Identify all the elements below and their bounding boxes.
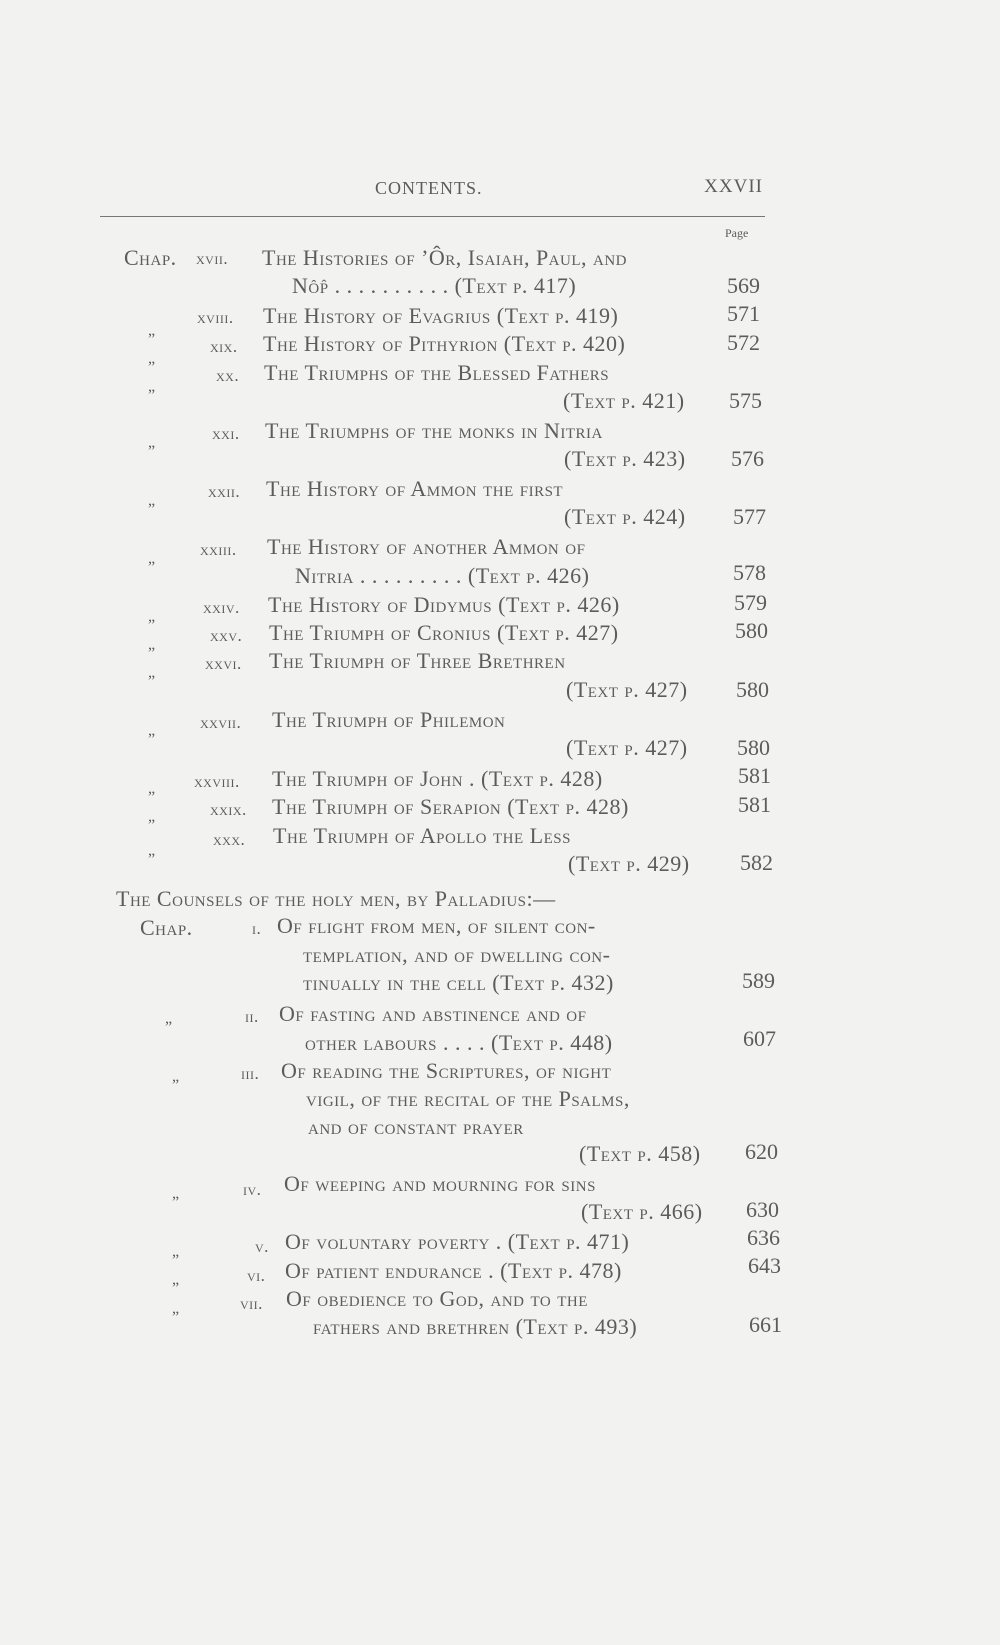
- chap-label: Chap.: [124, 245, 177, 270]
- ditto-mark: „: [148, 378, 156, 395]
- entry-title: Of fasting and abstinence and of: [279, 1001, 587, 1026]
- ditto-mark: „: [148, 664, 156, 681]
- entry-title: The History of Evagrius (Text p. 419): [263, 303, 619, 328]
- entry-page: 620: [745, 1139, 778, 1164]
- entry-number: iv.: [243, 1180, 262, 1199]
- entry-number: vi.: [247, 1266, 266, 1285]
- entry-page: 607: [743, 1026, 776, 1051]
- entry-page: 630: [746, 1197, 779, 1222]
- entry-page: 589: [742, 968, 775, 993]
- entry-title: The Triumphs of the Blessed Fathers: [264, 360, 610, 385]
- ditto-mark: „: [148, 350, 156, 367]
- entry-title-cont: (Text p. 458): [579, 1141, 701, 1166]
- entry-page: 578: [733, 560, 766, 585]
- entry-number: v.: [255, 1237, 269, 1256]
- entry-title-cont: fathers and brethren (Text p. 493): [313, 1314, 638, 1339]
- entry-title: Of reading the Scriptures, of night: [281, 1058, 612, 1083]
- entry-number: vii.: [240, 1294, 263, 1313]
- ditto-mark: „: [165, 1010, 173, 1027]
- ditto-mark: „: [148, 322, 156, 339]
- entry-title: The Triumph of Apollo the Less: [273, 823, 571, 848]
- entry-number: xxvii.: [200, 713, 242, 732]
- running-title: CONTENTS.: [375, 178, 483, 198]
- ditto-mark: „: [148, 808, 156, 825]
- ditto-mark: „: [172, 1068, 180, 1085]
- ditto-mark: „: [172, 1185, 180, 1202]
- entry-number: xxiv.: [203, 598, 240, 617]
- entry-title: The Triumph of Serapion (Text p. 428): [272, 794, 629, 819]
- entry-title: Of weeping and mourning for sins: [284, 1171, 596, 1196]
- entry-page: 577: [733, 504, 766, 529]
- entry-number: xxi.: [212, 424, 240, 443]
- entry-title-cont: (Text p. 427): [566, 677, 688, 702]
- entry-number: xxix.: [210, 800, 247, 819]
- entry-page: 569: [727, 273, 760, 298]
- entry-page: 571: [727, 301, 760, 326]
- entry-page: 580: [736, 677, 769, 702]
- page-column-label: Page: [725, 226, 749, 240]
- ditto-mark: „: [148, 780, 156, 797]
- entry-title-cont: (Text p. 424): [564, 504, 686, 529]
- entry-title: The History of Didymus (Text p. 426): [268, 592, 620, 617]
- entry-page: 581: [738, 792, 771, 817]
- entry-title: Of voluntary poverty . (Text p. 471): [285, 1229, 630, 1254]
- entry-title-cont: and of constant prayer: [308, 1114, 524, 1139]
- entry-title: The History of Ammon the first: [266, 476, 564, 501]
- chap-label: Chap.: [140, 915, 193, 940]
- entry-title-cont: other labours . . . . (Text p. 448): [305, 1030, 613, 1055]
- entry-page: 579: [734, 590, 767, 615]
- entry-number: xxviii.: [194, 772, 240, 791]
- entry-title: The Triumph of Philemon: [272, 707, 506, 732]
- entry-number: xix.: [210, 337, 238, 356]
- entry-title: The Triumph of Cronius (Text p. 427): [269, 620, 619, 645]
- entry-page: 575: [729, 388, 762, 413]
- ditto-mark: „: [148, 722, 156, 739]
- entry-title: The Histories of ’Ôr, Isaiah, Paul, and: [262, 245, 628, 270]
- ditto-mark: „: [148, 608, 156, 625]
- entry-title: The Triumph of Three Brethren: [269, 648, 566, 673]
- section-heading: The Counsels of the holy men, by Palladius:—: [116, 886, 556, 911]
- ditto-mark: „: [172, 1271, 180, 1288]
- entry-number: xxx.: [213, 830, 246, 849]
- entry-page: 661: [749, 1312, 782, 1337]
- entry-page: 580: [737, 735, 770, 760]
- entry-number: xxv.: [210, 626, 243, 645]
- entry-title-cont: (Text p. 427): [566, 735, 688, 760]
- header-rule: [100, 216, 765, 217]
- ditto-mark: „: [148, 842, 156, 859]
- entry-title-cont: vigil, of the recital of the Psalms,: [306, 1086, 630, 1111]
- entry-title: The Triumph of John . (Text p. 428): [272, 766, 603, 791]
- entry-page: 582: [740, 850, 773, 875]
- page-number: XXVII: [704, 176, 763, 197]
- entry-title-cont: (Text p. 466): [581, 1199, 703, 1224]
- entry-title: The History of Pithyrion (Text p. 420): [263, 331, 626, 356]
- entry-number: xviii.: [197, 308, 234, 327]
- entry-number: xxiii.: [200, 540, 237, 559]
- entry-number: xxii.: [208, 482, 241, 501]
- entry-title-cont: tinually in the cell (Text p. 432): [303, 970, 614, 995]
- entry-page: 576: [731, 446, 764, 471]
- entry-page: 643: [748, 1253, 781, 1278]
- entry-title: Of patient endurance . (Text p. 478): [285, 1258, 622, 1283]
- entry-number: xx.: [216, 366, 240, 385]
- entry-page: 572: [727, 330, 760, 355]
- entry-title-cont: Nôp̂ . . . . . . . . . . (Text p. 417): [292, 273, 577, 298]
- ditto-mark: „: [148, 550, 156, 567]
- ditto-mark: „: [148, 636, 156, 653]
- entry-number: ii.: [245, 1007, 259, 1026]
- entry-title-cont: templation, and of dwelling con-: [303, 942, 611, 967]
- entry-title-cont: (Text p. 423): [564, 446, 686, 471]
- entry-number: i.: [252, 919, 262, 938]
- ditto-mark: „: [148, 434, 156, 451]
- ditto-mark: „: [172, 1300, 180, 1317]
- entry-title: The Triumphs of the monks in Nitria: [265, 418, 603, 443]
- ditto-mark: „: [172, 1243, 180, 1260]
- entry-page: 636: [747, 1225, 780, 1250]
- entry-title-cont: (Text p. 429): [568, 851, 690, 876]
- entry-title: Of flight from men, of silent con-: [277, 913, 596, 938]
- entry-title: The History of another Ammon of: [267, 534, 586, 559]
- entry-title: Of obedience to God, and to the: [286, 1286, 588, 1311]
- entry-number: iii.: [241, 1064, 260, 1083]
- entry-page: 581: [738, 763, 771, 788]
- entry-title-cont: Nitria . . . . . . . . . (Text p. 426): [295, 563, 590, 588]
- entry-page: 580: [735, 618, 768, 643]
- page-header: [100, 178, 765, 218]
- ditto-mark: „: [148, 492, 156, 509]
- entry-number: xvii.: [196, 249, 229, 268]
- entry-number: xxvi.: [205, 654, 242, 673]
- entry-title-cont: (Text p. 421): [563, 388, 685, 413]
